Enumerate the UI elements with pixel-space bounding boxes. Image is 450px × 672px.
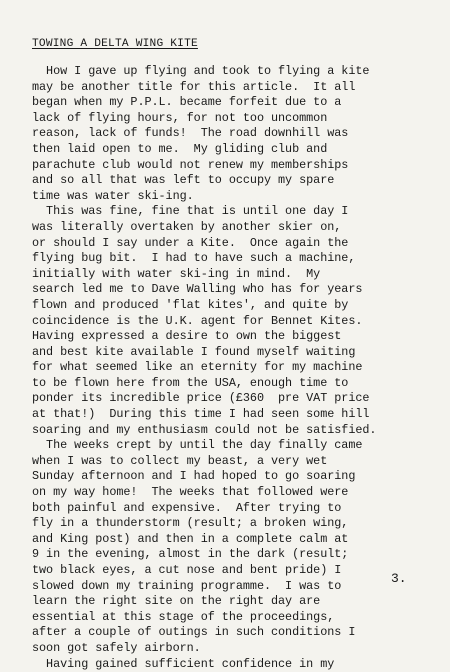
body-line: two black eyes, a cut nose and bent pride) I	[32, 563, 342, 577]
body-line: on my way home! The weeks that followed were	[32, 485, 349, 500]
page-number: 3.	[391, 571, 407, 586]
body-line: both painful and expensive. After trying to	[32, 500, 342, 515]
body-line: flown and produced 'flat kites', and quite by	[32, 297, 349, 312]
body-line: 9 in the evening, almost in the dark (result;	[32, 547, 349, 562]
body-line: time was water ski-ing.	[32, 188, 194, 203]
body-line: soon got safely airborn.	[32, 640, 201, 655]
body-line: initially with water ski-ing in mind. My	[32, 266, 321, 281]
body-line: search led me to Dave Walling who has for years	[32, 282, 363, 297]
body-line: slowed down my training programme. I was to	[32, 578, 342, 593]
body-line: at that!) During this time I had seen some hill	[32, 407, 370, 422]
body-line: for what seemed like an eternity for my machine	[32, 360, 363, 375]
body-line: lack of flying hours, for not too uncommon	[32, 110, 328, 125]
body-line: soaring and my enthusiasm could not be satisfied.	[32, 422, 377, 437]
body-line: reason, lack of funds! The road downhill was	[32, 126, 349, 141]
body-line: to be flown here from the USA, enough time to	[32, 375, 349, 390]
body-line: parachute club would not renew my memberships	[32, 157, 349, 172]
body-line: flying bug bit. I had to have such a machine,	[32, 251, 356, 266]
body-line: was literally overtaken by another skier on,	[32, 219, 342, 234]
body-line: after a couple of outings in such conditions I	[32, 625, 356, 640]
body-line: began when my P.P.L. became forfeit due to a	[32, 95, 342, 110]
article-title: TOWING A DELTA WING KITE	[32, 38, 198, 50]
body-line: fly in a thunderstorm (result; a broken wing,	[32, 516, 349, 531]
body-line: coincidence is the U.K. agent for Bennet Kites.	[32, 313, 363, 328]
body-line: essential at this stage of the proceedings,	[32, 609, 335, 624]
body-line: and King post) and then in a complete calm at	[32, 531, 349, 546]
body-line: may be another title for this article. It all	[32, 79, 356, 94]
body-line: and so all that was left to occupy my spare	[32, 173, 335, 188]
body-line: then laid open to me. My gliding club and	[32, 141, 328, 156]
body-line: and best kite available I found myself waiting	[32, 344, 356, 359]
body-line: The weeks crept by until the day finally came	[32, 438, 363, 453]
body-line: Having expressed a desire to own the biggest	[32, 329, 342, 344]
body-line: This was fine, fine that is until one day I	[32, 204, 349, 219]
body-line: learn the right site on the right day are	[32, 594, 321, 609]
body-line: Having gained sufficient confidence in my	[32, 656, 335, 671]
body-line: ponder its incredible price (£360 pre VAT price	[32, 391, 370, 406]
body-line: Sunday afternoon and I had hoped to go soaring	[32, 469, 356, 484]
body-line: when I was to collect my beast, a very wet	[32, 453, 328, 468]
article-body	[32, 64, 432, 672]
body-line: How I gave up flying and took to flying a kite	[32, 64, 370, 78]
body-line: or should I say under a Kite. Once again the	[32, 235, 349, 250]
